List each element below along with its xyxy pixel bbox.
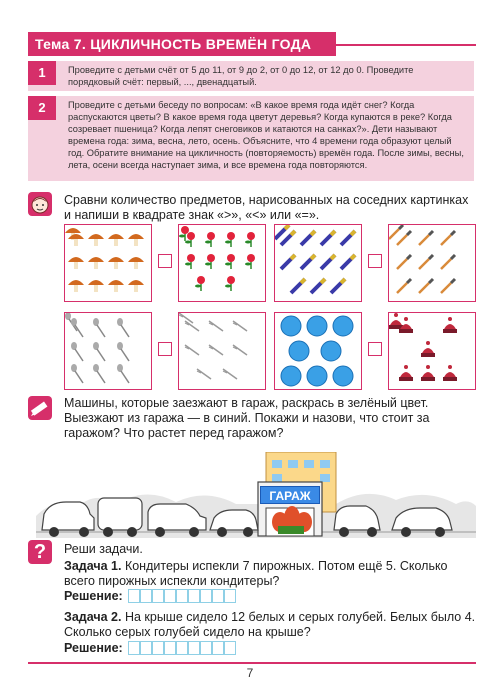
exercise-3-instruction: Сравни количество предметов, нарисованных на соседних картинках и напиши в квадрате знак «>», «<» или «=». — [64, 193, 469, 222]
picture-spoons — [64, 312, 152, 390]
teacher-task-2 — [28, 96, 474, 181]
solution-2-label: Решение: — [64, 641, 123, 655]
problems-section — [64, 542, 476, 589]
question-icon: ? — [28, 540, 52, 564]
picture-hats — [388, 312, 476, 390]
teacher-task-1 — [28, 61, 474, 91]
comparison-picture-grid — [64, 224, 478, 392]
problem-1 — [64, 559, 476, 589]
solution-1-grid[interactable] — [128, 589, 240, 603]
solution-2-grid[interactable] — [128, 641, 240, 655]
footer-divider — [28, 662, 476, 664]
task-text-1: Проведите с детьми счёт от 5 до 11, от 9 до 2, от 0 до 12, от 12 до 0. Проведите порядковый счёт: первый, ..., двенадцатый. — [68, 65, 414, 87]
problem-2 — [64, 610, 476, 640]
solution-1-label: Решение: — [64, 589, 123, 603]
exercise-4-instruction: Машины, которые заезжают в гараж, раскрась в зелёный цвет. Выезжают из гаража — в синий. Покажи и назови, что стоит за гаражом? Что растет перед гаражом? — [64, 396, 430, 440]
picture-flowers — [178, 224, 266, 302]
problem-2-text: На крыше сидело 12 белых и серых голубей. Белых было 4. Сколько серых голубей сидело на крыше? — [64, 610, 476, 639]
topic-underline — [336, 44, 476, 46]
problems-heading: Реши задачи. — [64, 542, 143, 556]
task-text-2: Проведите с детьми беседу по вопросам: «В какое время года идёт снег? Когда распускаются цветы? В какое время года цветут деревья? Когда купаются в реке? Когда созревает пшеница? Когда лепят снеговиков и катаются на санках?». Дети называют времена года: зима, весна, лето, осень. Объясните, что 4 времени года образуют целый год. Обратите внимание на цикличность (повторяемость) времён года. После зимы, весны, лета, осени всегда наступает зима, и все времена года повторяются. — [68, 100, 464, 170]
problem-1-text: Кондитеры испекли 7 пирожных. Потом ещё 5. Сколько всего пирожных испекли кондитеры? — [64, 559, 448, 588]
garage-scene — [36, 452, 476, 538]
page-number: 7 — [246, 666, 254, 680]
pencil-icon — [28, 396, 52, 420]
picture-pens — [274, 224, 362, 302]
task-number-1: 1 — [28, 61, 56, 85]
task-number-2: 2 — [28, 96, 56, 120]
garage-sign: ГАРАЖ — [260, 486, 320, 504]
topic-title: Тема 7. ЦИКЛИЧНОСТЬ ВРЕМЁН ГОДА — [28, 32, 336, 56]
problem-2-section — [64, 608, 476, 640]
compare-box-1[interactable] — [158, 254, 172, 268]
problem-1-label: Задача 1. — [64, 559, 122, 573]
problem-2-label: Задача 2. — [64, 610, 122, 624]
compare-box-4[interactable] — [368, 342, 382, 356]
picture-brushes — [388, 224, 476, 302]
compare-box-3[interactable] — [158, 342, 172, 356]
compare-box-2[interactable] — [368, 254, 382, 268]
picture-forks — [178, 312, 266, 390]
picture-mushrooms — [64, 224, 152, 302]
child-face-icon — [28, 192, 52, 216]
picture-balls — [274, 312, 362, 390]
